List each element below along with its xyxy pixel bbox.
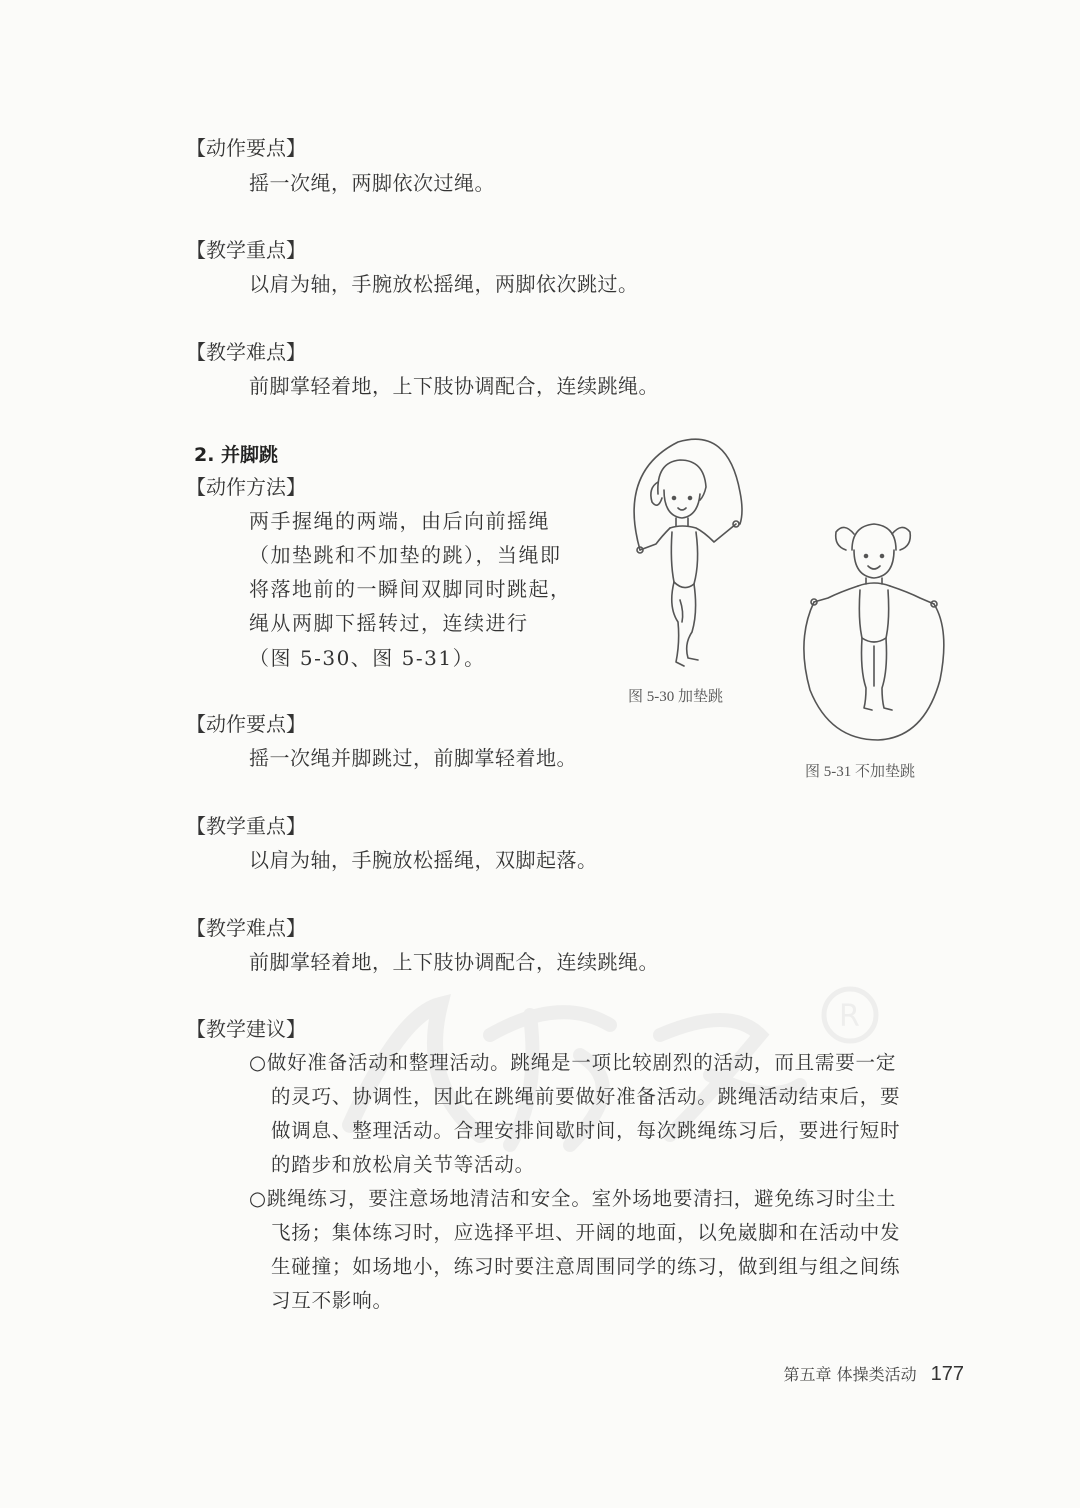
suggestion-line: ○做好准备活动和整理活动。跳绳是一项比较剧烈的活动，而且需要一定 (249, 1051, 897, 1074)
method-line: 两手握绳的两端，由后向前摇绳 (249, 509, 550, 533)
section-heading-teaching-focus-2: 【教学重点】 (186, 814, 306, 838)
section-text-teaching-difficulty-2: 前脚掌轻着地，上下肢协调配合，连续跳绳。 (249, 950, 659, 974)
section-heading-teaching-difficulty-2: 【教学难点】 (186, 916, 306, 940)
suggestion-line: 生碰撞；如场地小，练习时要注意周围同学的练习，做到组与组之间练 (271, 1255, 901, 1278)
figure-caption-5-30: 图 5-30 加垫跳 (628, 689, 723, 705)
method-line: （加垫跳和不加垫的跳），当绳即 (249, 543, 562, 567)
figure-caption-5-31: 图 5-31 不加垫跳 (805, 764, 915, 780)
suggestion-line: 做调息、整理活动。合理安排间歇时间，每次跳绳练习后，要进行短时 (271, 1119, 901, 1142)
section-text-key-points: 摇一次绳，两脚依次过绳。 (249, 171, 495, 195)
section-heading-teaching-focus: 【教学重点】 (186, 238, 306, 262)
page-number: 177 (930, 1363, 964, 1385)
suggestion-line: 的灵巧、协调性，因此在跳绳前要做好准备活动。跳绳活动结束后，要 (271, 1085, 901, 1108)
suggestion-line: 飞扬；集体练习时，应选择平坦、开阔的地面，以免崴脚和在活动中发 (271, 1221, 901, 1244)
section-text-teaching-difficulty: 前脚掌轻着地，上下肢协调配合，连续跳绳。 (249, 374, 659, 398)
suggestion-line: 习互不影响。 (271, 1289, 393, 1312)
chapter-label: 第五章 体操类活动 (783, 1365, 917, 1384)
method-line: 将落地前的一瞬间双脚同时跳起， (249, 577, 572, 601)
svg-text:R: R (839, 999, 860, 1034)
section-heading-suggestions: 【教学建议】 (186, 1017, 306, 1041)
method-line: （图 5-30、图 5-31）。 (249, 646, 486, 670)
section-heading-key-points: 【动作要点】 (186, 136, 306, 160)
subsection-title: 2. 并脚跳 (194, 444, 279, 466)
section-text-key-points-2: 摇一次绳并脚跳过，前脚掌轻着地。 (249, 746, 577, 770)
section-text-teaching-focus: 以肩为轴，手腕放松摇绳，两脚依次跳过。 (249, 272, 639, 296)
suggestion-line: 的踏步和放松肩关节等活动。 (271, 1153, 535, 1176)
section-heading-teaching-difficulty: 【教学难点】 (186, 340, 306, 364)
section-text-teaching-focus-2: 以肩为轴，手腕放松摇绳，双脚起落。 (249, 848, 598, 872)
section-heading-key-points-2: 【动作要点】 (186, 712, 306, 736)
section-heading-method: 【动作方法】 (186, 475, 306, 499)
page-footer (784, 1362, 964, 1386)
girl-jumping-rope-icon (618, 432, 768, 682)
method-line: 绳从两脚下摇转过，连续进行 (249, 611, 529, 635)
suggestion-line: ○跳绳练习，要注意场地清洁和安全。室外场地要清扫，避免练习时尘土 (249, 1187, 897, 1210)
girl-standing-rope-icon (800, 510, 950, 745)
